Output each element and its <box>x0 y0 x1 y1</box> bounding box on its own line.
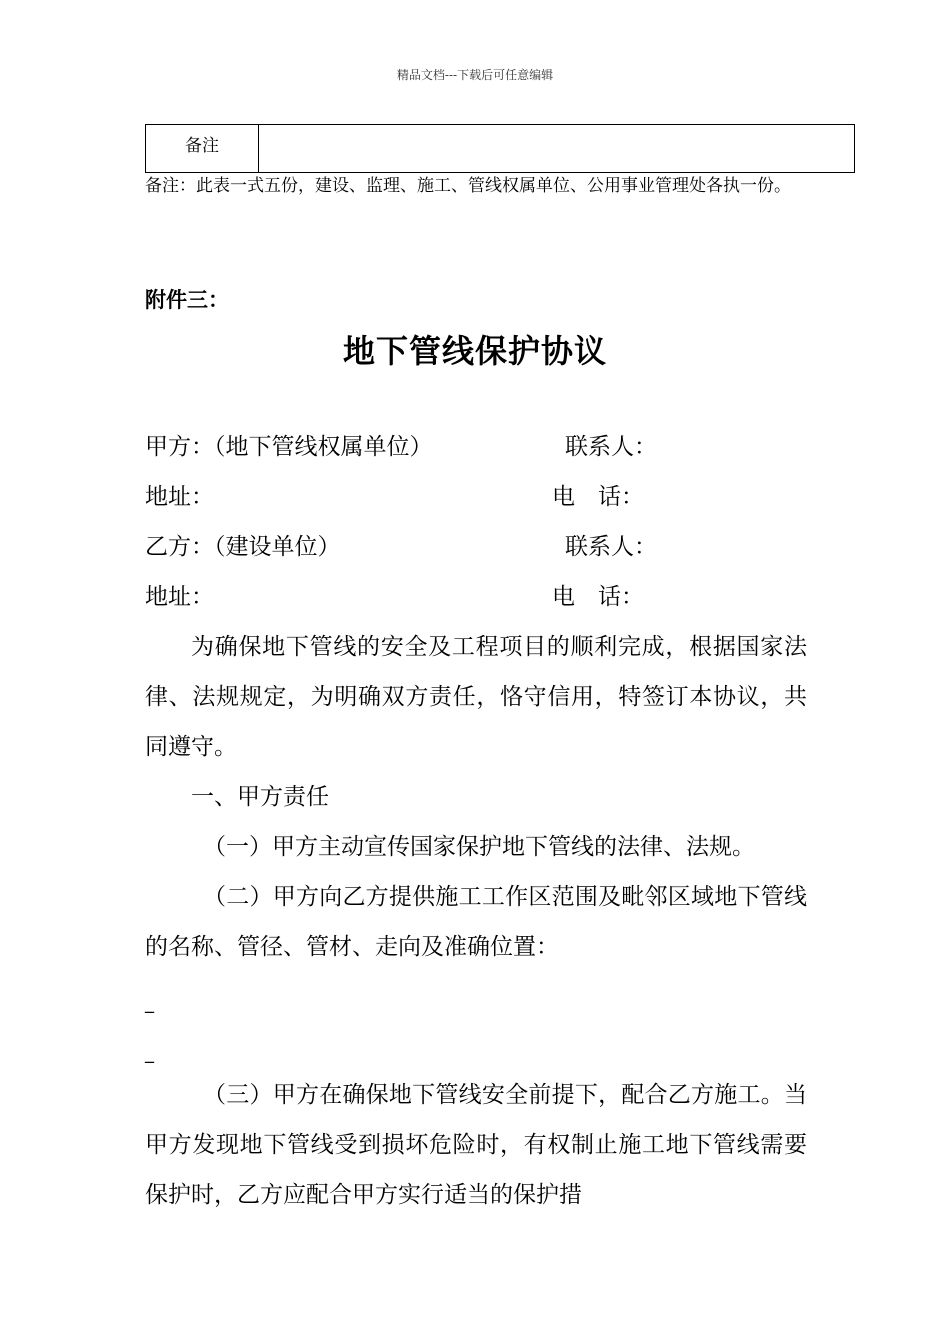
party-b-contact-label: 联系人： <box>565 534 657 560</box>
remark-label: 备注 <box>146 125 259 173</box>
blank-line: _ <box>145 993 154 1014</box>
party-b-row <box>145 530 805 564</box>
party-a-address-label: 地址： <box>145 484 214 510</box>
table-note: 备注：此表一式五份，建设、监理、施工、管线权属单位、公用事业管理处各执一份。 <box>145 176 791 196</box>
party-a-label: 甲方：（地下管线权属单位） <box>145 434 433 460</box>
party-a-phone-label: 电 话： <box>552 484 644 510</box>
party-b-phone-label: 电 话： <box>552 584 644 610</box>
intro-paragraph: 为确保地下管线的安全及工程项目的顺利完成，根据国家法律、法规规定，为明确双方责任，恪守信用，特签订本协议，共同遵守。 <box>145 634 807 760</box>
clause-2: （二）甲方向乙方提供施工工作区范围及毗邻区域地下管线的名称、管径、管材、走向及准确位置： <box>145 884 807 960</box>
remark-value-cell <box>259 125 855 173</box>
blank-line: _ <box>145 1043 154 1064</box>
document-title: 地下管线保护协议 <box>342 332 607 370</box>
attachment-label: 附件三： <box>145 288 229 312</box>
party-a-row <box>145 430 805 464</box>
party-b-address-row <box>145 580 805 614</box>
page-header: 精品文档---下载后可任意编辑 <box>396 68 554 82</box>
section-1-heading: 一、甲方责任 <box>191 784 329 810</box>
party-a-contact-label: 联系人： <box>565 434 657 460</box>
party-b-label: 乙方：（建设单位） <box>145 534 341 560</box>
party-b-address-label: 地址： <box>145 584 214 610</box>
party-a-address-row <box>145 480 805 514</box>
clause-3: （三）甲方在确保地下管线安全前提下，配合乙方施工。当甲方发现地下管线受到损坏危险时，有权制止施工地下管线需要保护时，乙方应配合甲方实行适当的保护措 <box>145 1082 807 1208</box>
remark-table <box>145 124 855 173</box>
clause-1: （一）甲方主动宣传国家保护地下管线的法律、法规。 <box>203 834 755 860</box>
